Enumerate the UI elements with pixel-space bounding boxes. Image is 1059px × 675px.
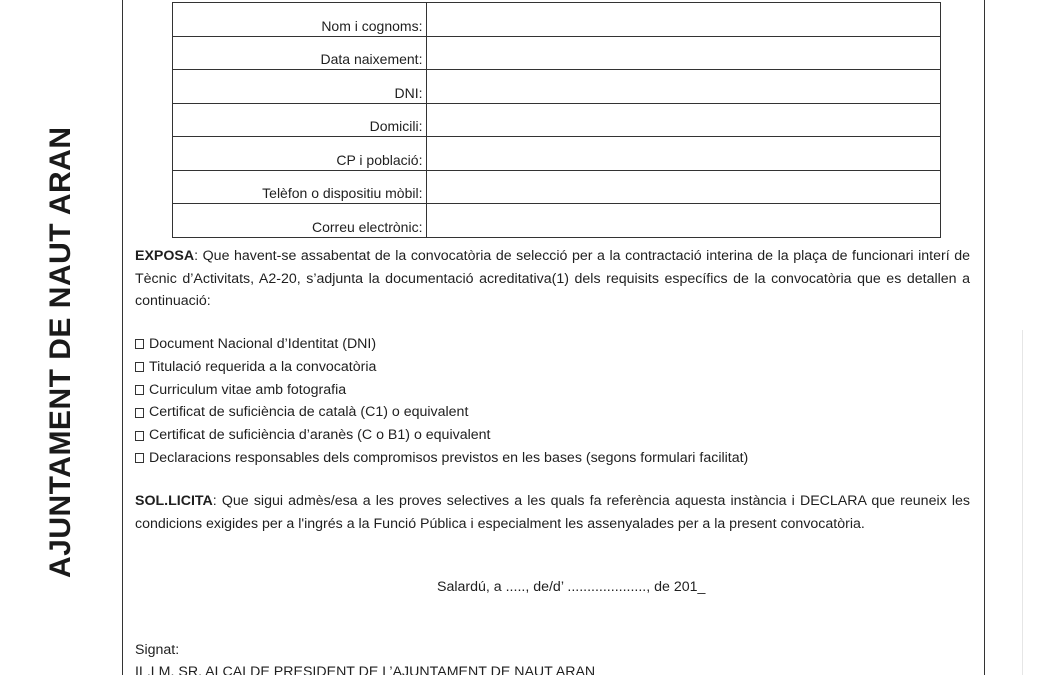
- table-row: [173, 70, 941, 104]
- table-row: [173, 204, 941, 238]
- address-field[interactable]: [427, 103, 941, 137]
- phone-field[interactable]: [427, 170, 941, 204]
- addressee-line: IL.LM. SR. ALCALDE PRESIDENT DE L’AJUNTAMENT DE NAUT ARAN: [135, 664, 596, 675]
- field-label: DNI:: [173, 70, 427, 104]
- sollicita-heading: SOL.LICITA: [135, 493, 213, 509]
- document-checkbox[interactable]: [135, 453, 144, 463]
- field-label: Domicili:: [173, 103, 427, 137]
- list-item: [135, 401, 970, 424]
- exposa-paragraph: [135, 245, 970, 313]
- table-row: [173, 170, 941, 204]
- list-item: [135, 379, 970, 402]
- table-row: [173, 3, 941, 37]
- birthdate-field[interactable]: [427, 36, 941, 70]
- document-checkbox[interactable]: [135, 431, 144, 441]
- document-label: Certificat de suficiència de català (C1) o equivalent: [149, 404, 469, 421]
- document-checkbox[interactable]: [135, 362, 144, 372]
- frame-left-border: [122, 0, 123, 675]
- name-field[interactable]: [427, 3, 941, 37]
- document-label: Certificat de suficiència d’aranès (C o B1) o equivalent: [149, 427, 491, 444]
- list-item: [135, 424, 970, 447]
- postcode-city-field[interactable]: [427, 137, 941, 171]
- field-label: Data naixement:: [173, 36, 427, 70]
- document-checkbox[interactable]: [135, 339, 144, 349]
- table-row: [173, 103, 941, 137]
- field-label: Correu electrònic:: [173, 204, 427, 238]
- table-row: [173, 36, 941, 70]
- email-field[interactable]: [427, 204, 941, 238]
- document-label: Document Nacional d’Identitat (DNI): [149, 336, 377, 352]
- exposa-text: : Que havent-se assabentat de la convocatòria de selecció per a la contractació interina de la plaça de funcionari interí de Tècnic d’Activitats, A2-20, s’adjunta la documentació acreditativa(1) dels requisits específics de la convocatòria que es detallen a continuació:: [135, 248, 970, 309]
- place-date-line: Salardú, a ....., de/d’ ...................., de 201_: [437, 579, 706, 595]
- municipality-title: AJUNTAMENT DE NAUT ARAN: [44, 126, 77, 578]
- documents-checklist: [135, 333, 970, 470]
- list-item: [135, 356, 970, 379]
- dni-field[interactable]: [427, 70, 941, 104]
- document-label: Declaracions responsables dels compromisos previstos en les bases (segons formulari facilitat): [149, 449, 749, 466]
- document-checkbox[interactable]: [135, 408, 144, 418]
- list-item: [135, 333, 970, 356]
- exposa-heading: EXPOSA: [135, 248, 195, 264]
- table-row: [173, 137, 941, 171]
- sollicita-paragraph: [135, 490, 970, 535]
- list-item: [135, 447, 970, 470]
- document-label: Curriculum vitae amb fotografia: [149, 381, 347, 398]
- personal-data-table: [172, 2, 941, 238]
- scan-artifact-line: [1022, 330, 1023, 675]
- signature-label: Signat:: [135, 642, 180, 658]
- frame-right-border: [984, 0, 985, 675]
- document-checkbox[interactable]: [135, 385, 144, 395]
- field-label: CP i població:: [173, 137, 427, 171]
- field-label: Nom i cognoms:: [173, 3, 427, 37]
- document-label: Titulació requerida a la convocatòria: [149, 358, 377, 375]
- field-label: Telèfon o dispositiu mòbil:: [173, 170, 427, 204]
- sollicita-text: : Que sigui admès/esa a les proves selectives a les quals fa referència aquesta instància i DECLARA que reuneix les condicions exigides per a l'ingrés a la Funció Pública i especialment les assenyalades per a la present convocatòria.: [135, 493, 970, 532]
